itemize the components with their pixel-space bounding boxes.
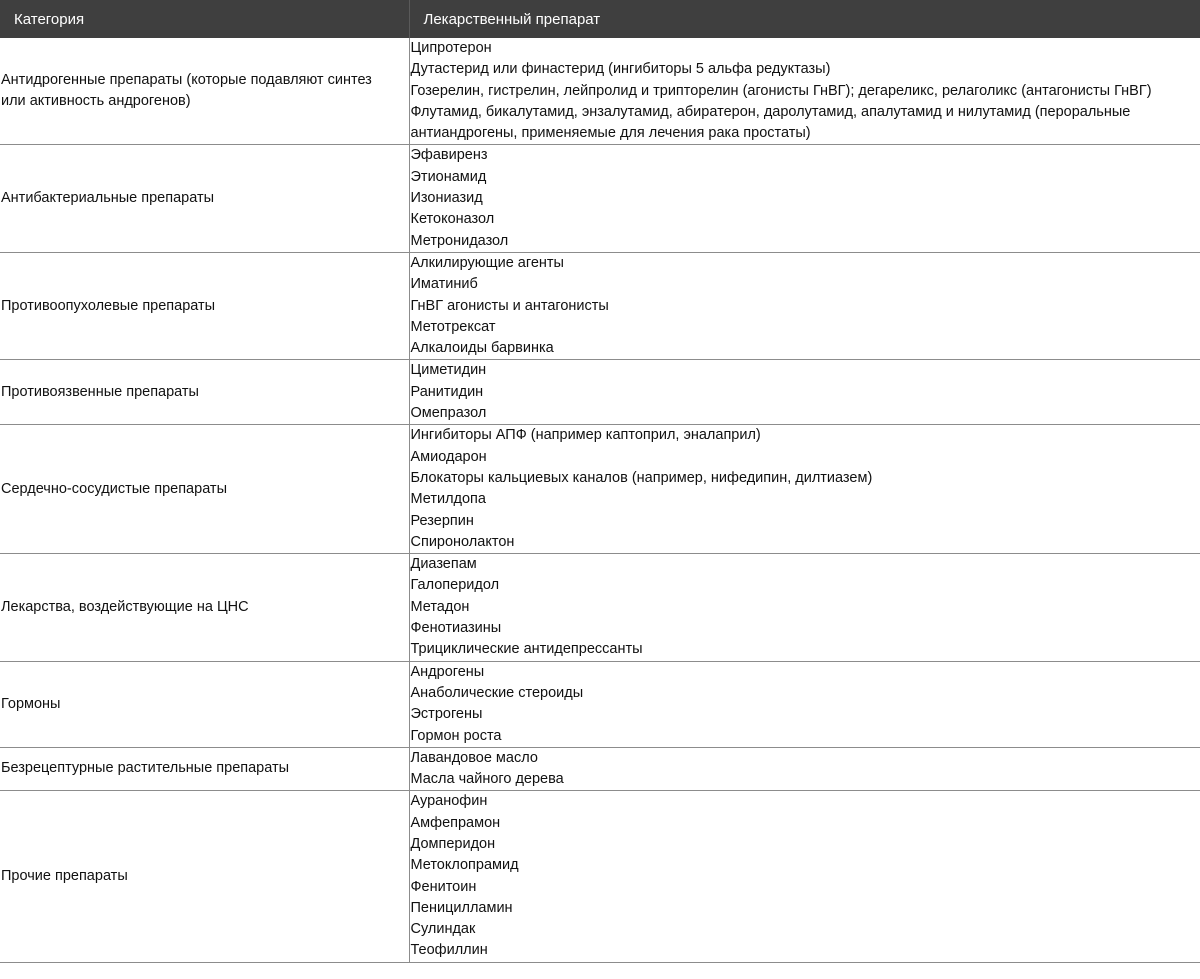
drug-item: Амфепрамон bbox=[410, 814, 501, 831]
table-row bbox=[0, 791, 1200, 962]
drug-item: Ингибиторы АПФ (например каптоприл, эналаприл) bbox=[410, 427, 761, 444]
drug-item: Лавандовое масло bbox=[410, 749, 538, 766]
table-row bbox=[0, 554, 1200, 661]
table-row bbox=[0, 661, 1200, 747]
table-row bbox=[0, 747, 1200, 791]
drug-item: Кетоконазол bbox=[410, 211, 495, 228]
drug-item: Амиодарон bbox=[410, 448, 487, 465]
drug-item: Блокаторы кальциевых каналов (например, нифедипин, дилтиазем) bbox=[410, 469, 873, 486]
drug-item: Метотрексат bbox=[410, 318, 496, 335]
drugs-cell bbox=[409, 554, 1200, 661]
drug-item: Масла чайного дерева bbox=[410, 771, 564, 788]
drug-item: Дутастерид или финастерид (ингибиторы 5 альфа редуктазы) bbox=[410, 61, 831, 78]
drug-item: Сулиндак bbox=[410, 921, 476, 938]
drugs-cell bbox=[409, 360, 1200, 425]
category-cell: Лекарства, воздействующие на ЦНС bbox=[0, 554, 409, 661]
header-drug: Лекарственный препарат bbox=[409, 0, 1200, 38]
table-row bbox=[0, 360, 1200, 425]
drugs-cell bbox=[409, 747, 1200, 791]
drug-item: Этионамид bbox=[410, 168, 487, 185]
header-category: Категория bbox=[0, 0, 409, 38]
drug-item: Анаболические стероиды bbox=[410, 684, 584, 701]
drugs-cell bbox=[409, 791, 1200, 962]
category-cell: Антидрогенные препараты (которые подавляют синтез или активность андрогенов) bbox=[0, 38, 409, 145]
table-row bbox=[0, 38, 1200, 145]
drug-item: Алкалоиды барвинка bbox=[410, 340, 554, 357]
drug-item: Иматиниб bbox=[410, 276, 478, 293]
drug-item: Циметидин bbox=[410, 362, 487, 379]
drug-item: Фенотиазины bbox=[410, 620, 502, 637]
drugs-cell bbox=[409, 145, 1200, 252]
drug-item: Ранитидин bbox=[410, 383, 484, 400]
drugs-cell bbox=[409, 38, 1200, 145]
table-row bbox=[0, 145, 1200, 252]
drug-item: Алкилирующие агенты bbox=[410, 254, 564, 271]
drug-item: Трициклические антидепрессанты bbox=[410, 641, 643, 658]
drug-item: Фенитоин bbox=[410, 878, 477, 895]
category-cell: Противоязвенные препараты bbox=[0, 360, 409, 425]
category-cell: Противоопухолевые препараты bbox=[0, 252, 409, 359]
drug-item: Пеницилламин bbox=[410, 899, 513, 916]
drug-item: Ципротерон bbox=[410, 40, 492, 56]
drug-item: Омепразол bbox=[410, 405, 487, 422]
category-cell: Безрецептурные растительные препараты bbox=[0, 747, 409, 791]
drug-item: Метронидазол bbox=[410, 232, 509, 249]
category-cell: Сердечно-сосудистые препараты bbox=[0, 425, 409, 554]
drug-item: Ауранофин bbox=[410, 793, 488, 810]
drugs-cell bbox=[409, 252, 1200, 359]
drug-item: Андрогены bbox=[410, 663, 485, 680]
category-cell: Прочие препараты bbox=[0, 791, 409, 962]
drug-item: Диазепам bbox=[410, 556, 477, 573]
table-row bbox=[0, 425, 1200, 554]
drug-item: Галоперидол bbox=[410, 577, 500, 594]
drug-item: Эстрогены bbox=[410, 706, 483, 723]
table-header-row bbox=[0, 0, 1200, 38]
drug-item: Теофиллин bbox=[410, 942, 488, 959]
drug-item: Домперидон bbox=[410, 835, 496, 852]
drug-item: Спиронолактон bbox=[410, 533, 515, 550]
drug-item: Гормон роста bbox=[410, 727, 502, 744]
table-row bbox=[0, 252, 1200, 359]
drug-item: Эфавиренз bbox=[410, 147, 488, 164]
drugs-cell bbox=[409, 425, 1200, 554]
drug-item: Флутамид, бикалутамид, энзалутамид, абиратерон, даролутамид, апалутамид и нилутамид (пероральные антиандрогены, применяемые для лечения рака простаты) bbox=[410, 103, 1131, 142]
table-body bbox=[0, 38, 1200, 962]
drug-item: Метадон bbox=[410, 598, 470, 615]
drug-item: Метилдопа bbox=[410, 491, 486, 508]
drug-item: Гозерелин, гистрелин, лейпролид и трипторелин (агонисты ГнВГ); дегареликс, релаголикс (антагонисты ГнВГ) bbox=[410, 82, 1152, 99]
drug-item: Метоклопрамид bbox=[410, 857, 519, 874]
category-cell: Антибактериальные препараты bbox=[0, 145, 409, 252]
drug-item: ГнВГ агонисты и антагонисты bbox=[410, 297, 609, 314]
category-cell: Гормоны bbox=[0, 661, 409, 747]
drugs-cell bbox=[409, 661, 1200, 747]
drug-item: Резерпин bbox=[410, 512, 474, 529]
drug-item: Изониазид bbox=[410, 190, 483, 207]
